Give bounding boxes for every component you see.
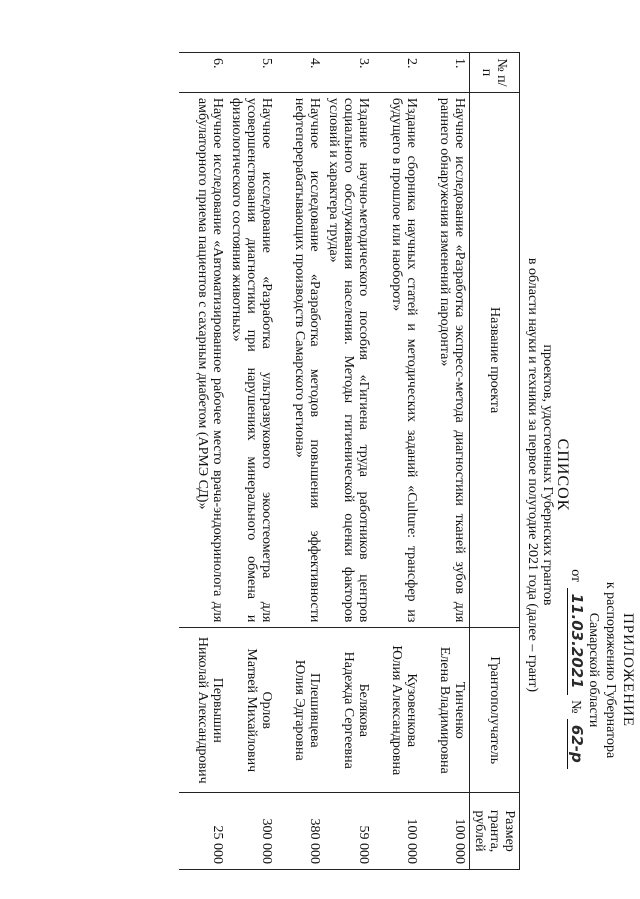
row-amount: 100 000 (421, 793, 470, 870)
table-row (421, 53, 470, 870)
row-num: 4. (276, 53, 324, 93)
row-project-name: Научное исследование «Разработка методов повышения эффективности нефтеперерабатывающих производств Самарского региона» (276, 92, 324, 627)
appendix-line-1: к распоряжению Губернатора (603, 581, 618, 759)
recipient-given-names: Матвей Михайлович (244, 648, 259, 773)
list-title-block (525, 95, 570, 855)
row-recipient (179, 628, 227, 793)
number-prefix: № (568, 700, 583, 714)
row-num: 2. (373, 53, 421, 93)
row-amount: 300 000 (227, 793, 276, 870)
table-row (324, 53, 373, 870)
table-row (179, 53, 227, 870)
header-num: № п/п (470, 53, 520, 93)
row-recipient (324, 628, 373, 793)
handwritten-number: 62-р (567, 719, 585, 769)
recipient-given-names: Юлия Александровна (389, 645, 404, 776)
list-subtitle-1: проектов, удостоенных Губернских грантов (540, 344, 555, 606)
row-num: 6. (179, 53, 227, 93)
recipient-given-names: Елена Владимировна (437, 646, 452, 774)
row-project-name: Научное исследование «Автоматизированное рабочее место врача-эндокринолога для амбулаторного приема пациентов с сахарным диабетом (АРМЭ СД)» (179, 92, 227, 627)
recipient-given-names: Юлия Эдгаровна (292, 659, 307, 761)
list-subtitle-2: в области науки и техники за первое полугодие 2021 года (далее – грант) (525, 257, 540, 693)
header-amount: Размер гранта, рублей (470, 793, 520, 870)
table-row (227, 53, 276, 870)
grants-table (179, 52, 520, 870)
recipient-surname: Первышин (210, 677, 225, 743)
row-recipient (276, 628, 324, 793)
appendix-header: ПРИЛОЖЕНИЕ (620, 612, 636, 728)
header-project-name: Название проекта (470, 92, 520, 627)
row-amount: 380 000 (276, 793, 324, 870)
recipient-surname: Кузовенкова (404, 673, 419, 748)
table-row (373, 53, 421, 870)
table-header-row (470, 53, 520, 870)
date-prefix: от (568, 569, 583, 583)
row-num: 5. (227, 53, 276, 93)
row-amount: 25 000 (179, 793, 227, 870)
row-recipient (373, 628, 421, 793)
recipient-given-names: Надежда Сергеевна (341, 651, 356, 769)
row-num: 1. (421, 53, 470, 93)
row-amount: 100 000 (373, 793, 421, 870)
recipient-surname: Орлов (259, 691, 274, 730)
row-project-name: Научное исследование «Разработка экспресс-метода диагностики тканей зубов для раннего обнаружения изменений пародонта» (421, 92, 470, 627)
recipient-given-names: Николай Александрович (195, 636, 210, 784)
row-project-name: Издание научно-методического пособия «Гигиена труда работников центров социального обслуживания населения. Методы гигиенической оценки факторов условий и характера труда» (324, 92, 373, 627)
row-recipient (227, 628, 276, 793)
list-title: СПИСОК (554, 438, 571, 512)
appendix-block (567, 520, 636, 820)
recipient-surname: Белякова (356, 683, 371, 737)
row-project-name: Научное исследование «Разработка ультразвукового экоостеометра для усовершенствования диагностики при нарушениях минерального обмена и физиологического состояния животных» (227, 92, 276, 627)
appendix-line-2: Самарской области (586, 612, 601, 728)
row-amount: 59 000 (324, 793, 373, 870)
row-num: 3. (324, 53, 373, 93)
row-recipient (421, 628, 470, 793)
recipient-surname: Плешивцева (307, 673, 322, 748)
handwritten-date: 11.03.2021 (567, 588, 585, 695)
recipient-surname: Тинченко (452, 681, 467, 739)
header-recipient: Грантополучатель (470, 628, 520, 793)
table-row (276, 53, 324, 870)
row-project-name: Издание сборника научных статей и методических заданий «Culture: трансфер из будущего в прошлое или наоборот» (373, 92, 421, 627)
